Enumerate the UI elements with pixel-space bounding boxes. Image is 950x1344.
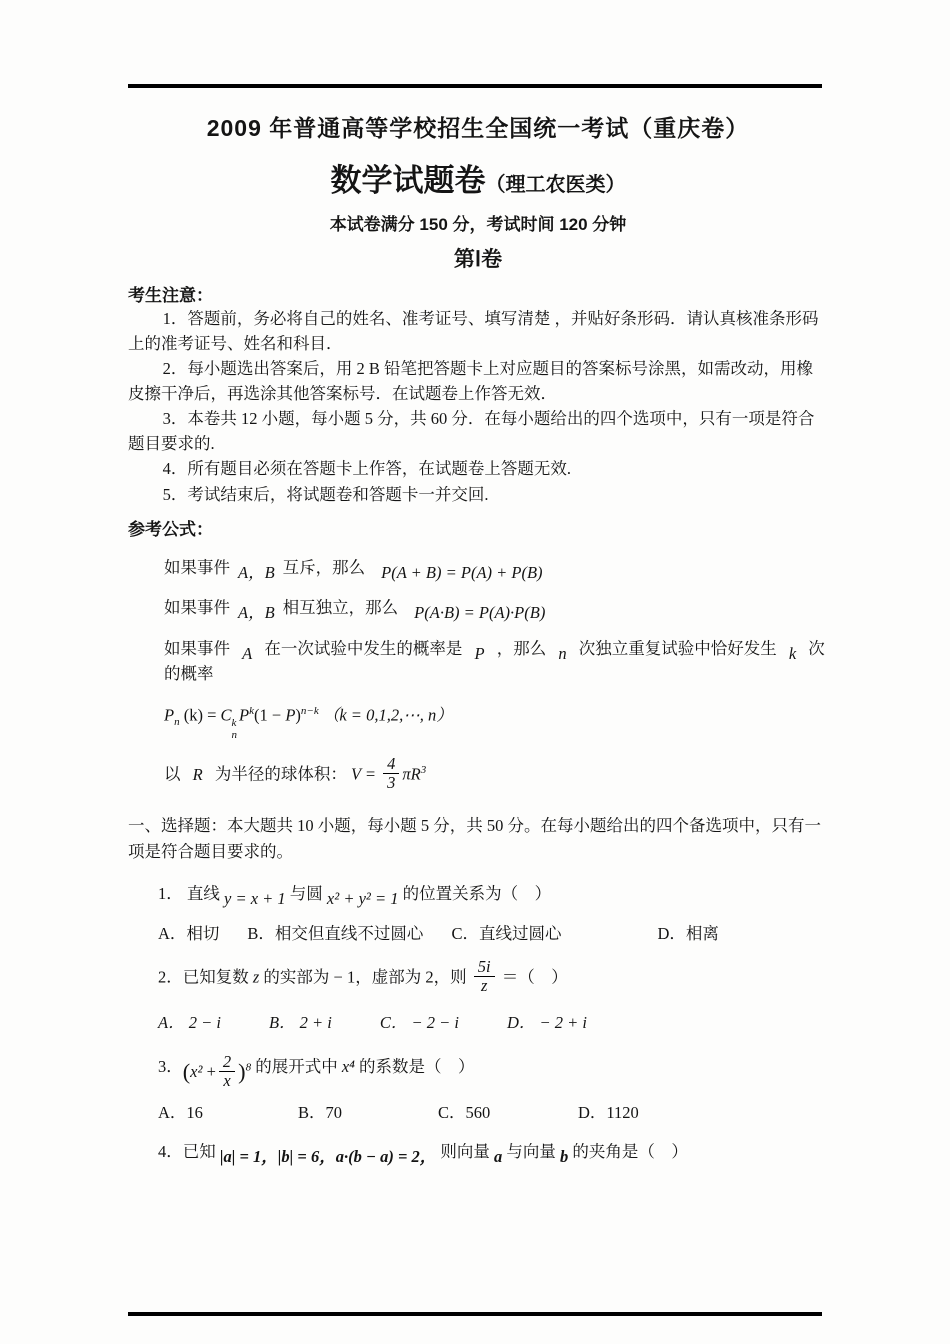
text-run: 的实部为 − 1，虚部为 2，则	[263, 967, 467, 987]
formula-independent	[164, 596, 828, 621]
notice-item-3: 3．本卷共 12 小题，每小题 5 分，共 60 分．在每小题给出的四个选项中，只有一项是符合题目要求的.	[128, 409, 815, 454]
option-a: A．相切	[158, 923, 220, 943]
fraction-denominator: x	[223, 1070, 231, 1090]
math-sup: 3	[420, 764, 427, 777]
math-text: (1 −	[254, 705, 286, 725]
math-var: k	[788, 644, 797, 664]
text-run: 为半径的球体积：	[214, 764, 347, 784]
option-b: B．70	[298, 1102, 343, 1122]
question-1-stem	[158, 881, 828, 907]
math-var: P	[285, 705, 296, 725]
page-content	[128, 110, 828, 1165]
fraction-denominator: 3	[387, 773, 396, 793]
math-term: x²	[190, 1061, 203, 1081]
text-run: 次独立重复试验中恰好发生	[578, 639, 777, 659]
math-vars: A，B	[238, 562, 275, 582]
text-run: 的展开式中	[255, 1056, 338, 1076]
math-var: z	[252, 967, 260, 987]
option-d: D． − 2 + i	[506, 1012, 588, 1032]
reference-heading: 参考公式：	[128, 519, 213, 539]
paper-title-line	[128, 155, 828, 200]
formula-sphere-volume	[164, 754, 828, 794]
text-run: 的夹角是（ ）	[572, 1141, 688, 1161]
paren-right: )	[238, 1058, 246, 1084]
formula-binomial	[164, 703, 828, 742]
fraction-numerator: 4	[383, 755, 399, 774]
math-var: R	[192, 764, 203, 784]
volume-heading: 第Ⅰ卷	[453, 247, 503, 271]
math-operator: +	[206, 1061, 216, 1081]
math-sub: n	[231, 728, 238, 741]
text-run: 的系数是（ ）	[359, 1056, 475, 1076]
option-d: D．相离	[657, 923, 719, 943]
option-b: B．相交但直线不过圆心	[247, 923, 424, 943]
math-sup: n−k	[300, 704, 319, 717]
text-run: 的位置关系为（ ）	[402, 884, 552, 904]
notice-heading: 考生注意：	[128, 286, 213, 305]
notice-item-5: 5．考试结束后，将试题卷和答题卡一并交回.	[162, 484, 489, 504]
text-run: 相互独立，那么	[282, 598, 399, 618]
math-sup: k	[249, 704, 255, 717]
math-term: x⁴	[341, 1056, 355, 1076]
section-1-heading: 一、选择题：本大题共 10 小题，每小题 5 分，共 50 分。在每小题给出的四个备选项中，只有一项是符合题目要求的。	[128, 815, 821, 861]
math-text: πR	[402, 764, 421, 784]
math-vars: A，B	[238, 603, 275, 623]
paper-title: 数学试题卷	[330, 163, 486, 198]
notice-item-2: 2．每小题选出答案后，用 2 B 铅笔把答题卡上对应题目的答案标号涂黑，如需改动，用橡皮擦干净后，再选涂其他答案标号．在试题卷上作答无效．	[128, 359, 814, 404]
text-run: 2．已知复数	[158, 967, 249, 987]
math-expression: P(A·B) = P(A)·P(B)	[414, 603, 546, 623]
math-var: A	[242, 644, 253, 664]
text-run: 与圆	[289, 884, 323, 904]
option-c: C．直线过圆心	[451, 923, 562, 943]
text-run: ＝（ ）	[501, 967, 568, 987]
vector-b: b	[559, 1146, 569, 1166]
question-4-stem	[158, 1139, 828, 1165]
math-var: P	[239, 705, 250, 725]
text-run: 如果事件	[164, 557, 230, 577]
text-run: 4．已知	[158, 1141, 216, 1161]
bottom-rule	[128, 1312, 822, 1316]
fraction	[219, 1053, 235, 1090]
fraction	[383, 755, 399, 792]
fraction-numerator: 2	[219, 1053, 235, 1072]
math-expression: P(A + B) = P(A) + P(B)	[381, 562, 543, 582]
option-b: B． 2 + i	[268, 1012, 332, 1032]
math-text: （k = 0,1,2,⋯, n）	[322, 705, 453, 725]
text-run: 则向量	[440, 1141, 490, 1161]
text-run: 1． 直线	[158, 884, 220, 904]
text-run: 3．	[158, 1056, 183, 1076]
option-a: A． 2 − i	[158, 1012, 221, 1032]
text-run: 互斥，那么	[282, 557, 366, 577]
question-1-options	[158, 920, 828, 944]
formula-mutually-exclusive	[164, 556, 828, 581]
top-rule	[128, 84, 822, 88]
math-text: (k) =	[183, 705, 217, 725]
text-run: ，那么	[496, 639, 547, 659]
question-3-options	[158, 1099, 828, 1123]
math-expression: |a| = 1，|b| = 6，a·(b − a) = 2，	[219, 1146, 437, 1166]
fraction-denominator: z	[480, 975, 488, 995]
math-sub: n	[174, 715, 180, 728]
math-sup: 8	[245, 1061, 252, 1074]
vector-a: a	[493, 1146, 503, 1166]
math-expression	[182, 1051, 252, 1092]
math-scripts	[232, 718, 238, 741]
math-var: P	[164, 705, 175, 725]
math-sup: k	[231, 717, 237, 730]
formula-repeat-trials-text	[164, 637, 828, 687]
math-expression: x² + y² = 1	[326, 889, 399, 909]
option-d: D．1120	[578, 1102, 639, 1122]
math-lhs: V =	[350, 764, 377, 784]
text-run: 以	[164, 764, 181, 784]
math-expression: y = x + 1	[224, 889, 286, 909]
text-run: 次的概率	[164, 639, 825, 683]
option-c: C． − 2 − i	[379, 1012, 459, 1032]
question-3-stem	[158, 1049, 828, 1090]
text-run: 在一次试验中发生的概率是	[264, 639, 463, 659]
option-a: A．16	[158, 1102, 203, 1122]
question-2-options	[158, 1009, 828, 1033]
exam-title: 2009 年普通高等学校招生全国统一考试（重庆卷）	[206, 115, 750, 141]
text-run: 与向量	[506, 1141, 556, 1161]
exam-meta: 本试卷满分 150 分，考试时间 120 分钟	[329, 215, 627, 234]
notice-item-4: 4．所有题目必须在答题卡上作答，在试题卷上答题无效.	[162, 459, 572, 479]
paren-left: (	[182, 1058, 191, 1084]
text-run: 如果事件	[164, 598, 230, 618]
question-2-stem	[158, 956, 828, 997]
math-var: n	[558, 644, 567, 664]
paper-title-note: （理工农医类）	[485, 174, 626, 196]
fraction	[474, 958, 495, 995]
math-text: )	[295, 705, 301, 725]
option-c: C．560	[438, 1102, 491, 1122]
notice-item-1: 1．答题前，务必将自己的姓名、准考证号、填写清楚 ，并贴好条形码．请认真核准条形码上的准考证号、姓名和科目．	[128, 309, 819, 354]
math-var: P	[474, 644, 485, 664]
text-run: 如果事件	[164, 639, 230, 659]
fraction-numerator: 5i	[474, 958, 495, 977]
math-var: C	[220, 705, 232, 725]
